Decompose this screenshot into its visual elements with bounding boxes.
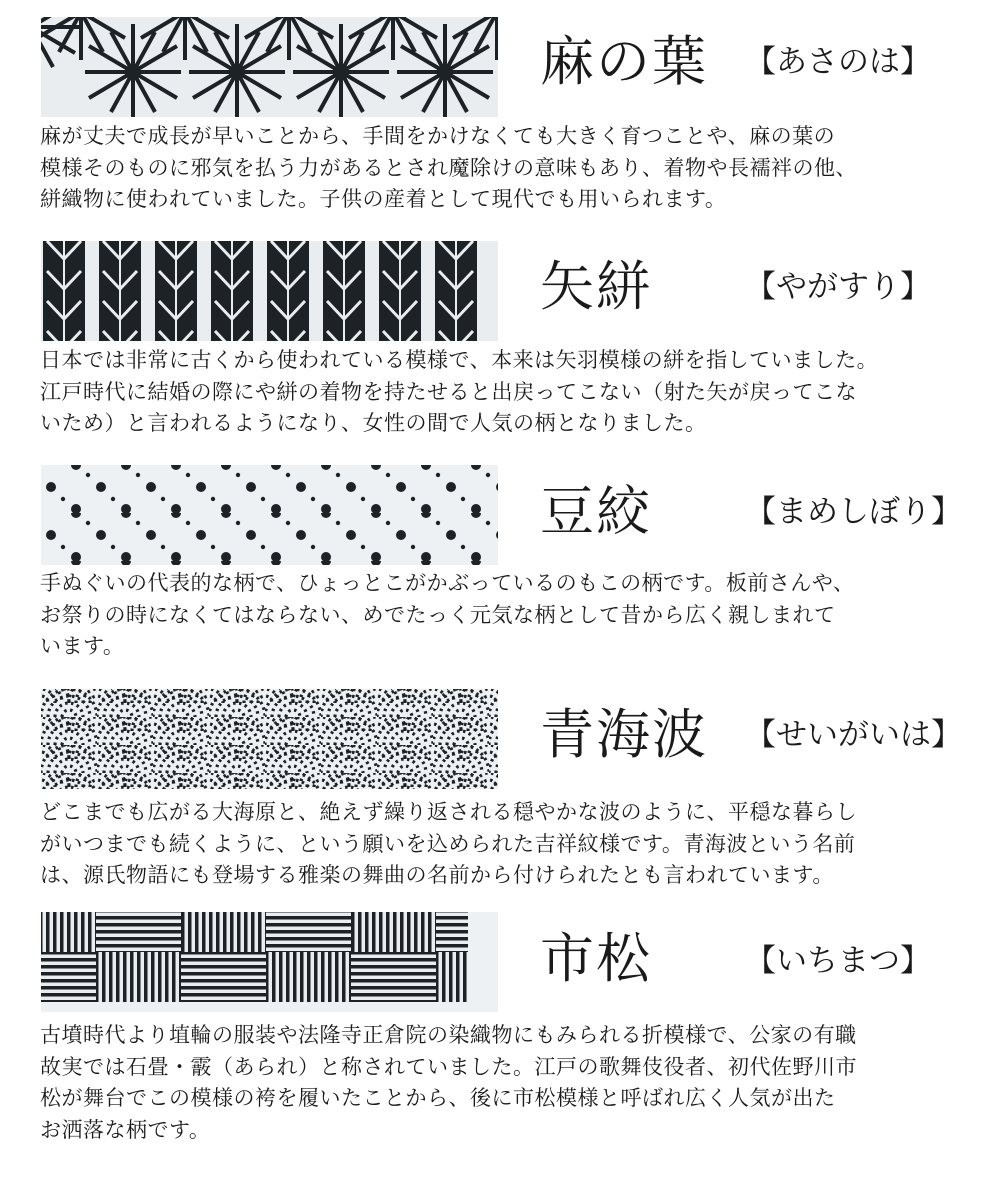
seigaiha-pattern-graphic (41, 689, 498, 789)
yagasuri-pattern-graphic (41, 241, 498, 341)
pattern-description: どこまでも広がる大海原と、絶えず繰り返される穏やかな波のように、平穏な暮らし がいつまでも続くように、という願いを込められた吉祥紋様です。青海波という名前 は、源氏物語にも登場する雅楽の舞曲の名前から付けられたとも言われています。 (40, 800, 857, 887)
pattern-title: 豆絞 (540, 480, 652, 543)
asanoha-pattern-image (41, 17, 498, 117)
pattern-title: 青海波 (540, 703, 708, 766)
pattern-description: 麻が丈夫で成長が早いことから、手間をかけなくても大きく育つことや、麻の葉の 模様そのものに邪気を払う力があるとされ魔除けの意味もあり、着物や長襦袢の他、 絣織物に使われていました。子供の産着として現代でも用いられます。 (40, 124, 857, 211)
mameshibori-pattern-graphic (41, 465, 498, 565)
pattern-reading: 【せいがいは】 (745, 717, 962, 753)
pattern-title: 市松 (540, 927, 652, 990)
pattern-reading: 【やがすり】 (745, 269, 931, 305)
yagasuri-pattern-image (41, 241, 498, 341)
asanoha-pattern-graphic (41, 17, 498, 117)
pattern-description: 古墳時代より埴輪の服装や法隆寺正倉院の染織物にもみられる折模様で、公家の有職 故実では石畳・霰（あられ）と称されていました。江戸の歌舞伎役者、初代佐野川市 松が舞台でこの模様の袴を履いたことから、後に市松模様と呼ばれ広く人気が出た お洒落な柄です。 (40, 1023, 857, 1142)
pattern-reading: 【あさのは】 (745, 44, 931, 80)
pattern-description: 日本では非常に古くから使われている模様で、本来は矢羽模様の絣を指していました。 江戸時代に結婚の際にや絣の着物を持たせると出戻ってこない（射た矢が戻ってこな いため）と言われるようになり、女性の間で人気の柄となりました。 (40, 348, 879, 435)
seigaiha-pattern-image (41, 689, 498, 789)
pattern-title: 麻の葉 (540, 30, 708, 93)
ichimatsu-pattern-image (41, 912, 498, 1012)
pattern-reading: 【まめしぼり】 (745, 494, 962, 530)
pattern-reading: 【いちまつ】 (745, 943, 931, 979)
mameshibori-pattern-image (41, 465, 498, 565)
pattern-title: 矢絣 (540, 255, 652, 318)
pattern-description: 手ぬぐいの代表的な柄で、ひょっとこがかぶっているのもこの柄です。板前さんや、 お祭りの時になくてはならない、めでたっく元気な柄として昔から広く親しまれて います。 (40, 571, 855, 658)
ichimatsu-pattern-graphic (41, 912, 498, 1012)
